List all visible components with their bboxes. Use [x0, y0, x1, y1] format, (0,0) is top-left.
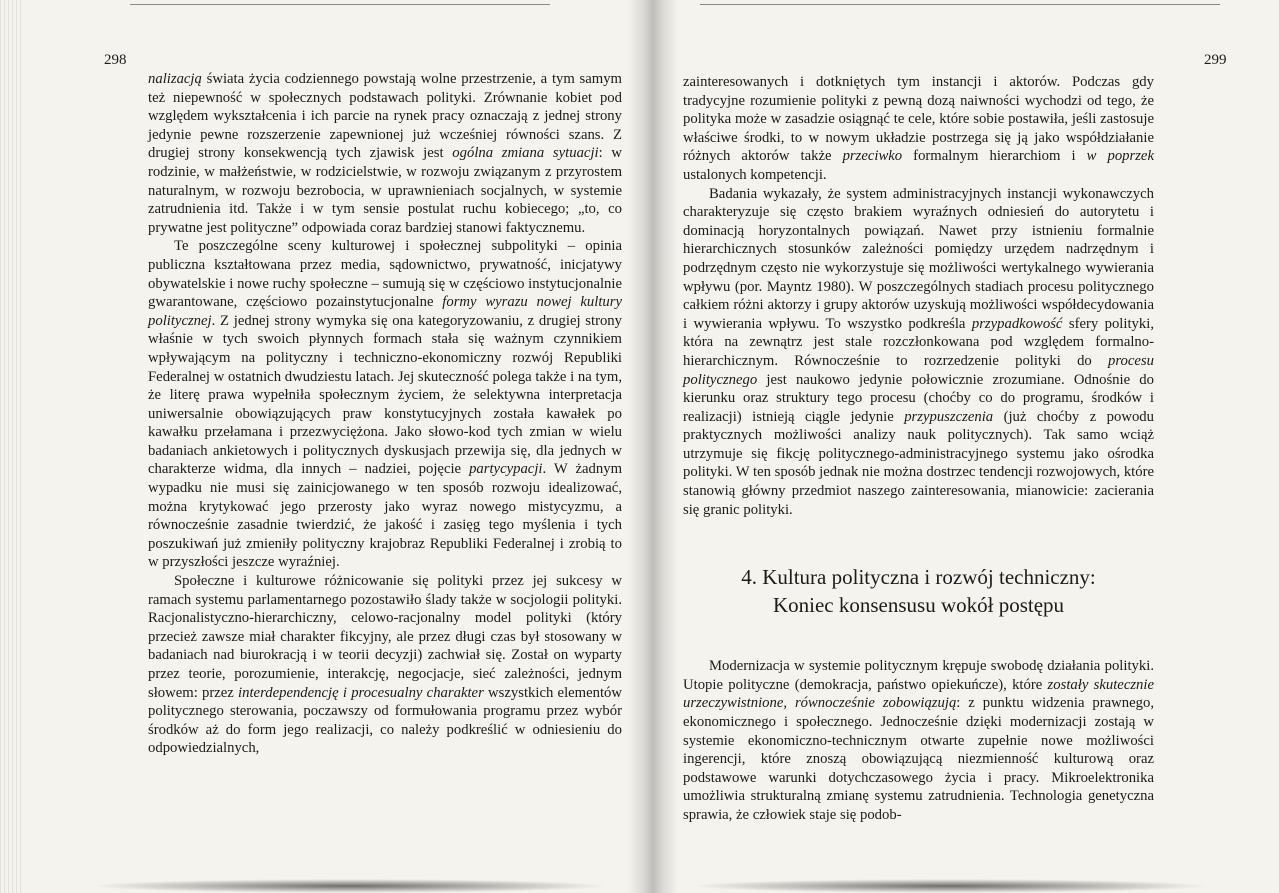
scan-bottom-shadow-right	[690, 879, 1210, 893]
text-run: ustalonych kompetencji.	[683, 166, 827, 183]
text-run: świata życia codziennego powstają wolne przestrzenie, a tym samym też niepewność w społecznych podstawach polityki. Zrównanie kobiet pod względem wykształcenia i ich parcie na rynek pracy oznaczają z jednej strony jedynie pewne rozszerzenie zapewnionej już wcześniej równości szans. Z drugiej strony konsekwencją tych zjawisk jest	[148, 71, 622, 162]
book-gutter-shadow	[628, 0, 678, 893]
text-run: formalnym hierarchiom i	[902, 148, 1087, 165]
text-run: zainteresowanych i dotkniętych tym instancji i aktorów. Podczas gdy tradycyjne rozumienie polityki z pewną dozą naiwności wychodzi od tego, że polityka może w zasadzie osiągnąć te cele, które sobie postawiła, jeśli zastosuje właściwe środki, to w nowym układzie postrzega się ją jako współdziałanie różnych aktorów także	[683, 74, 1154, 165]
italic-text-run: interdependencję i procesualny charakter	[238, 684, 484, 701]
italic-text-run: zostały skutecznie urzeczywistnione, równocześnie zobowiązują	[683, 676, 1154, 712]
text-run: Społeczne i kulturowe różnicowanie się polityki przez jej sukcesy w ramach systemu parlamentarnego pozostawiło ślady także w socjologii polityki. Racjonalistyczno-hierarchiczny, celowo-racjonalny model polityki (który przecież zawsze miał charakter fikcyjny, ale przez długi czas był stosowany w badaniach nad biurokracją i w teorii decyzji) zachwiał się. Został on wyparty przez teorie, porozumienie, interakcję, negocjacje, sieć zależności, jednym słowem: przez	[148, 573, 622, 701]
left-page-text	[148, 70, 622, 758]
text-run: Badania wykazały, że system administracyjnych instancji wykonawczych charakteryzuje się często brakiem wyraźnych odniesień do autorytetu i dominacją horyzontalnych powiązań. Nawet przy istnieniu formalnie hierarchicznych stosunków zależności pomiędzy urzędem nadrzędnym i podrzędnym często nie wykorzystuje się możliwości wertykalnego wywierania wpływu (por. Mayntz 1980). W poszczególnych stadiach procesu politycznego całkiem różni aktorzy i grupy aktorów uzyskują możliwości współdecydowania i wywierania wpływu. To wszystko podkreśla	[683, 185, 1154, 332]
scan-top-edge-right	[700, 4, 1220, 5]
page-number-right: 299	[1204, 52, 1227, 68]
italic-text-run: formy wyrazu nowej kultury politycznej	[148, 294, 622, 329]
paragraph	[683, 185, 1154, 520]
text-run: (już choćby z powodu praktycznych możliwości analizy nauk politycznych). Tak samo wciąż utrzymuje się fikcję politycznego-administracyjnego systemu jako ośrodka polityki. W ten sposób jednak nie można dostrzec tendencji rozwojowych, które stanowią główny przedmiot naszego zainteresowania, mianowicie: zacierania się granic polityki.	[683, 408, 1154, 518]
italic-text-run: nalizacją	[148, 71, 202, 87]
scan-top-edge-left	[130, 4, 550, 5]
text-run: . W żadnym wypadku nie musi się zainicjowanego w ten sposób rozwoju idealizować, można krytykować jego przerosty jako wyraz nowego mistycyzmu, a równocześnie zasadnie twierdzić, że jakość i zasięg tego myślenia i tych poszukiwań już zmieniły polityczny krajobraz Republiki Federalnej i zrobią to w przyszłości jeszcze wyraźniej.	[148, 461, 623, 571]
text-run: wszystkich elementów politycznego sterowania, poczawszy od formułowania programu przez wybór środków aż do form jego realizacji, co należy podkreślić w odniesieniu do odpowiedzialnych,	[148, 684, 622, 757]
scan-bottom-shadow-left	[90, 879, 610, 893]
italic-text-run: przypadkowość	[971, 315, 1063, 332]
italic-text-run: przypuszczenia	[904, 408, 994, 425]
italic-text-run: ogólna zmiana sytuacji	[452, 145, 599, 162]
paragraph	[148, 237, 622, 572]
section-heading-line: 4. Kultura polityczna i rozwój techniczny:	[741, 565, 1096, 590]
italic-text-run: partycypacji	[469, 461, 543, 478]
text-run: . Z jednej strony wymyka się ona kategoryzowaniu, z drugiej strony właśnie w tych swoich płynnych formach stała się ważnym czynnikiem wpływającym na polityczny i techniczno-ekonomiczny rozwój Republiki Federalnej w ostatnich dwudziestu latach. Jej skuteczność polega także i na tym, że literę prawa wypełniła społecznym życiem, że selektywna interpretacja uniwersalnie obowiązujących praw konstytucyjnych została kawałek po kawałku przełamana i przezwyciężona. Jako słowo-kod tych zmian w wielu badaniach ankietowych i politycznych dyskusjach przewija się, dla jednych w charakterze widma, dla innych – nadziei, pojęcie	[148, 312, 622, 478]
paragraph	[683, 73, 1154, 185]
text-run: Modernizacja w systemie politycznym krępuje swobodę działania polityki. Utopie polityczne (demokracja, państwo opiekuńcze), które	[683, 658, 1154, 693]
paragraph	[148, 572, 622, 758]
section-heading	[683, 563, 1154, 619]
text-run: Te poszczególne sceny kulturowej i społecznej subpolityki – opinia publiczna kształtowana przez media, sądownictwo, prywatność, inicjatywy obywatelskie i nowe ruchy społeczne – sumują się w częściowo instytucjonalnie gwarantowane, częściowo pozainstytucjonalne	[148, 238, 622, 311]
italic-text-run: procesu politycznego	[683, 352, 1154, 388]
paragraph	[148, 70, 622, 237]
text-run: jest naukowo jedynie połowicznie zrozumiane. Odnośnie do kierunku oraz struktury tego procesu (choćby co do programu, środków i realizacji) istnieją ciągle jedynie	[683, 371, 1154, 425]
text-run: : z punktu widzenia prawnego, ekonomicznego i społecznego. Jednocześnie dzięki modernizacji zostają w systemie ekonomiczno-technicznym otwarte zupełnie nowe możliwości ingerencji, które znoszą obowiązującą niezmienność kulturową oraz podstawowe warunki dotychczasowego życia i pracy. Mikroelektronika umożliwia strukturalną zmianę systemu zatrudnienia. Technologia genetyczna sprawia, że człowiek staje się podob-	[683, 695, 1154, 823]
section-heading-line: Koniec konsensusu wokół postępu	[772, 593, 1065, 618]
right-page-text	[683, 73, 1154, 825]
scan-edge-left	[0, 0, 22, 893]
italic-text-run: w poprzek	[1086, 148, 1154, 165]
text-run: sfery polityki, która na zewnątrz jest stale rozczłonkowana pod względem formalno-hierarchicznym. Równocześnie to rozrzedzenie polityki do	[683, 315, 1154, 369]
page-number-left: 298	[104, 52, 127, 68]
paragraph	[683, 657, 1154, 824]
text-run: : w rodzinie, w małżeństwie, w rodzicielstwie, w rozwoju związanym z przyrostem naturalnym, w rozwoju bezrobocia, w uprawnieniach socjalnych, w systemie zatrudnienia itd. Także i w tym sensie postulat ruchu kobiecego; „to, co prywatne jest polityczne” odpowiada coraz bardziej stanowi faktycznemu.	[148, 145, 622, 236]
italic-text-run: przeciwko	[842, 148, 903, 165]
